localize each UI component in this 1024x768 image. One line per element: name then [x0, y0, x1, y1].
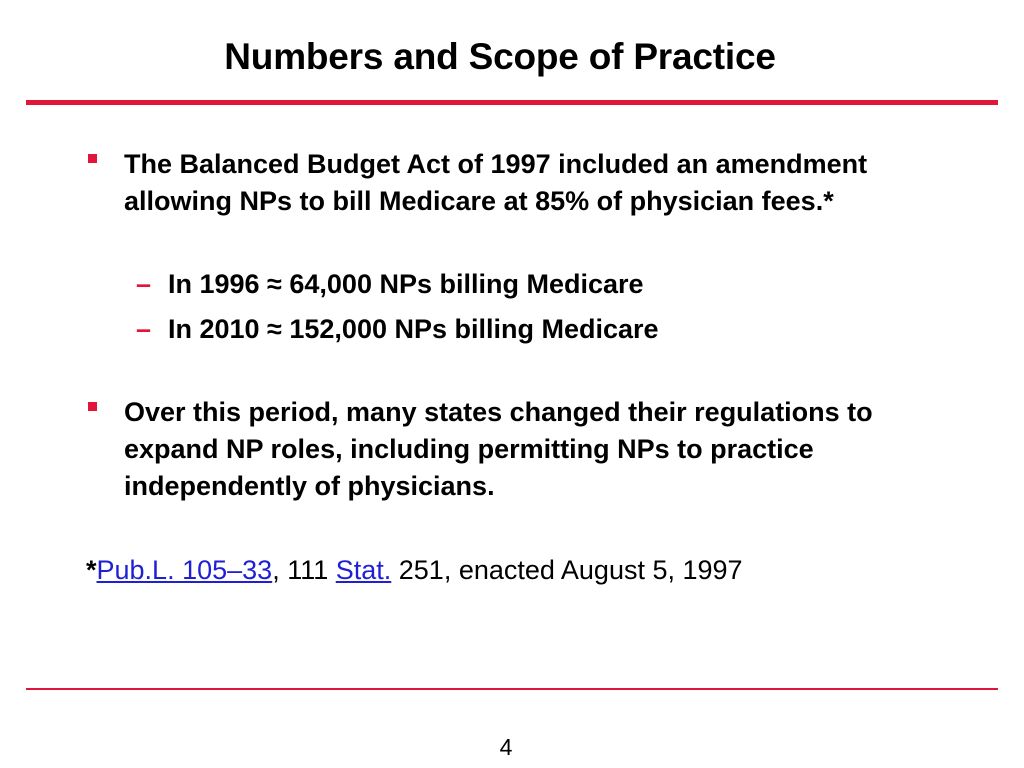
dash-icon: – — [136, 269, 152, 299]
bullet-2-text: Over this period, many states changed their regulations to expand NP roles, including permitting NPs to practice independently of physicians. — [124, 397, 873, 501]
slide-title: Numbers and Scope of Practice — [224, 36, 776, 77]
bullet-1-text: The Balanced Budget Act of 1997 included an amendment allowing NPs to bill Medicare at 85% of physician fees.* — [124, 149, 868, 216]
footer-divider — [26, 688, 998, 690]
dash-icon: – — [136, 314, 152, 344]
footnote-text-1: , 111 — [272, 555, 336, 585]
sub-bullet-2010 — [136, 311, 659, 348]
square-bullet-icon — [88, 402, 97, 411]
title-divider — [26, 100, 998, 105]
publaw-link[interactable]: Pub.L. 105–33 — [96, 555, 273, 585]
sub-bullet-1996-text: In 1996 ≈ 64,000 NPs billing Medicare — [168, 269, 644, 299]
footnote-star: * — [86, 555, 97, 585]
sub-bullet-1996 — [136, 266, 644, 303]
stat-link[interactable]: Stat. — [335, 555, 392, 585]
footnote — [86, 552, 743, 589]
bullet-2 — [88, 394, 968, 505]
page-number: 4 — [499, 734, 513, 760]
sub-bullet-2010-text: In 2010 ≈ 152,000 NPs billing Medicare — [168, 314, 659, 344]
bullet-1 — [88, 146, 968, 220]
footnote-text-2: 251, enacted August 5, 1997 — [391, 555, 743, 585]
square-bullet-icon — [88, 154, 97, 163]
